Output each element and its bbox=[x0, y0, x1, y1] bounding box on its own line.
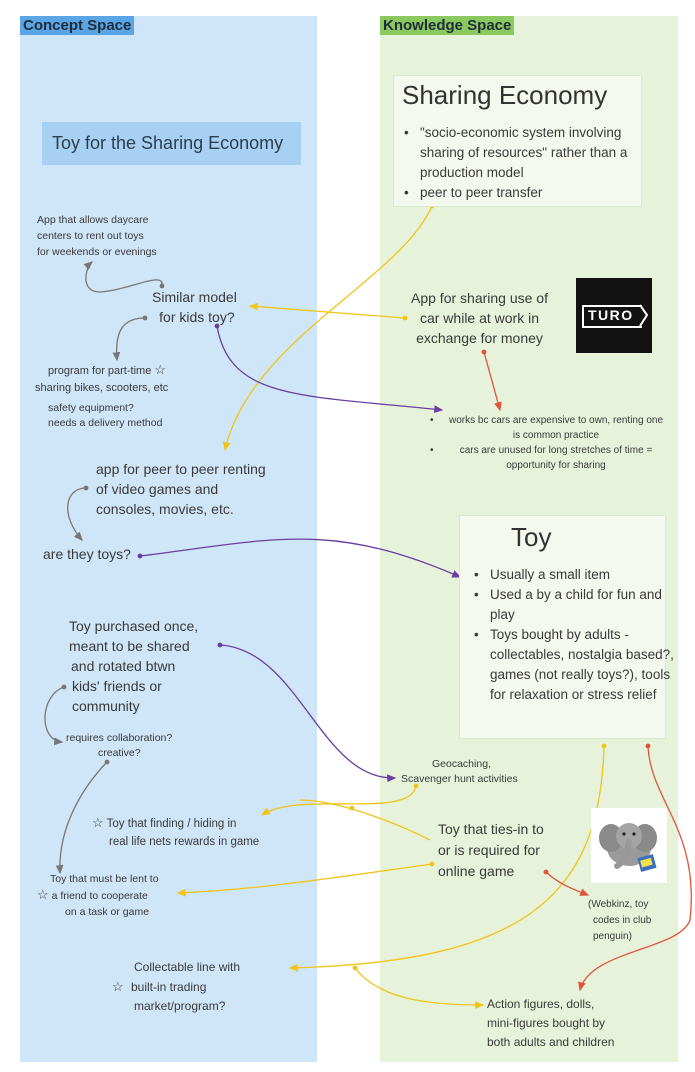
connector-similar-to-cars bbox=[217, 326, 442, 410]
turo-logo bbox=[576, 278, 652, 353]
collaboration-note: requires collaboration? creative? bbox=[66, 732, 173, 759]
turo-logo-text: TURO bbox=[588, 307, 634, 323]
similar-model-note: Similar model for kids toy? bbox=[152, 289, 237, 325]
cars-bullets: • works bc cars are expensive to own, renting one is common practice • cars are unused for long stretches of time = opportunity for sharing bbox=[422, 413, 666, 473]
daycare-app-note: App that allows daycare centers to rent out toys for weekends or evenings bbox=[37, 214, 157, 258]
sharing-economy-bullets: • "socio-economic system involving sharing of resources" rather than a production model • peer to peer transfer bbox=[396, 123, 652, 203]
connector-online-to-webkinz bbox=[546, 872, 588, 895]
connector-aretoys-to-toy bbox=[140, 539, 460, 577]
finding-hiding-note: ☆ Toy that finding / hiding in real life nets rewards in game bbox=[92, 815, 260, 848]
action-figures-note: Action figures, dolls, mini-figures bought by both adults and children bbox=[487, 997, 615, 1049]
concept-space-header: Concept Space bbox=[20, 16, 134, 35]
part-time-note: program for part-time ☆ sharing bikes, scooters, etc bbox=[35, 362, 169, 394]
purchased-once-note: Toy purchased once, meant to be shared and rotated btwn kids' friends or community bbox=[69, 618, 199, 714]
concept-title: Toy for the Sharing Economy bbox=[52, 133, 284, 153]
star-icon: ☆ bbox=[92, 815, 104, 830]
peer-app-note: app for peer to peer renting of video games and consoles, movies, etc. bbox=[96, 461, 266, 517]
toy-title: Toy bbox=[511, 522, 552, 552]
connector-sharing-to-peerapp bbox=[225, 206, 432, 450]
online-game-note: Toy that ties-in to or is required for online game bbox=[438, 821, 544, 879]
connector-online-to-geocache bbox=[300, 800, 430, 840]
connector-collectable-to-action bbox=[355, 968, 483, 1005]
star-icon: ☆ bbox=[112, 979, 124, 994]
connector-peer-to-aretoys bbox=[68, 488, 86, 540]
knowledge-space-header: Knowledge Space bbox=[380, 16, 514, 35]
connector-purchased-to-collab bbox=[45, 687, 64, 742]
elephant-plush-icon bbox=[591, 808, 667, 883]
sharing-economy-title: Sharing Economy bbox=[402, 80, 608, 110]
sharing-economy-card bbox=[393, 75, 642, 207]
geocaching-note: Geocaching, Scavenger hunt activities bbox=[401, 758, 518, 785]
are-they-toys-note: are they toys? bbox=[43, 546, 131, 562]
connector-geocache-to-finding bbox=[262, 786, 416, 815]
car-app-note: App for sharing use of car while at work in exchange for money bbox=[411, 290, 548, 346]
connector-carapp-to-similar bbox=[250, 306, 405, 318]
toy-bullets: • Usually a small item • Used a by a child for fun and play • Toys bought by adults - collectables, nostalgia based?, games (not really toys?), tools for relaxation or stress relief bbox=[466, 565, 675, 705]
toy-card bbox=[459, 515, 674, 739]
connector-purchased-to-geocache bbox=[220, 645, 395, 778]
collectable-note: Collectable line with ☆ built-in trading market/program? bbox=[112, 960, 241, 1013]
star-icon: ☆ bbox=[37, 887, 49, 902]
connector-similar-to-daycare bbox=[86, 262, 162, 292]
connector-online-to-lent bbox=[178, 864, 432, 893]
webkinz-note: (Webkinz, toy codes in club penguin) bbox=[588, 899, 652, 942]
connector-similar-to-parttime bbox=[117, 318, 145, 360]
lent-note: Toy that must be lent to ☆ a friend to cooperate on a task or game bbox=[37, 873, 159, 918]
connector-carapp-to-turo-notes bbox=[484, 352, 500, 410]
webkinz-plush-image bbox=[591, 808, 667, 883]
star-icon: ☆ bbox=[154, 362, 167, 377]
safety-note: safety equipment? needs a delivery method bbox=[48, 402, 163, 429]
